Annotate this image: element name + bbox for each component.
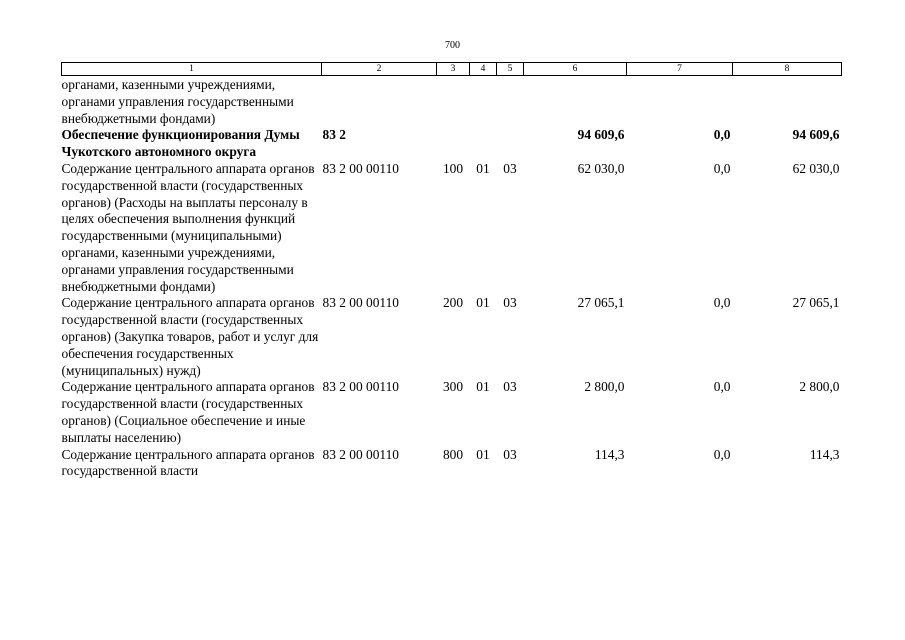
expense-type-cell: 300 (442, 379, 464, 395)
amount-cell-col6: 62 030,0 (577, 160, 625, 176)
amount-cell-col7: 0,0 (713, 379, 731, 395)
subsection-cell: 03 (503, 379, 517, 395)
amount-cell-col8: 2 800,0 (799, 379, 840, 395)
header-row (62, 63, 842, 76)
expense-type-cell (437, 127, 470, 161)
column-header-6: 6 (524, 63, 627, 76)
target-article-cell: 83 2 00 00110 (322, 160, 399, 176)
section-cell: 01 (476, 160, 490, 176)
amount-cell-col7: 0,0 (713, 295, 731, 311)
column-header-3: 3 (437, 63, 470, 76)
row-name-cell: Содержание центрального аппарата органов государственной власти (государственных органов) (Социальное обеспечение и иные выплаты населению) (61, 379, 315, 445)
column-header-1: 1 (62, 63, 322, 76)
row-name-cell: Содержание центрального аппарата органов государственной власти (61, 446, 315, 479)
target-article-cell: 83 2 (322, 127, 346, 143)
amount-cell-col7 (627, 76, 733, 128)
amount-cell-col8: 114,3 (809, 446, 840, 462)
row-name-cell: Обеспечение функционирования Думы Чукотского автономного округа (61, 127, 300, 160)
row-name-cell: органами, казенными учреждениями, органами управления государственными внебюджетными фондами) (61, 77, 294, 126)
section-cell (470, 127, 497, 161)
table-body (62, 76, 842, 481)
section-cell: 01 (476, 295, 490, 311)
table-row (62, 295, 842, 379)
expense-type-cell: 200 (442, 295, 464, 311)
subsection-cell (497, 76, 524, 128)
section-cell (470, 76, 497, 128)
target-article-cell: 83 2 00 00110 (322, 379, 399, 395)
expense-type-cell: 800 (442, 446, 464, 462)
table-row (62, 76, 842, 128)
section-cell: 01 (476, 446, 490, 462)
table-row (62, 161, 842, 295)
target-article-cell (322, 76, 437, 128)
amount-cell-col6: 94 609,6 (577, 127, 625, 143)
table-header (62, 63, 842, 76)
section-cell: 01 (476, 379, 490, 395)
row-name-cell: Содержание центрального аппарата органов государственной власти (государственных органов) (Расходы на выплаты персоналу в целях обеспечения выполнения функций государственными (муниципальными) органами, казенными учреждениями, органами управления государственными внебюджетными фондами) (61, 160, 315, 294)
subsection-cell: 03 (503, 295, 517, 311)
amount-cell-col6: 27 065,1 (577, 295, 625, 311)
amount-cell-col6: 114,3 (594, 446, 625, 462)
amount-cell-col7: 0,0 (713, 446, 731, 462)
column-header-4: 4 (470, 63, 497, 76)
row-name-cell: Содержание центрального аппарата органов государственной власти (государственных органов) (Закупка товаров, работ и услуг для обеспечения государственных (муниципальных) нужд) (61, 295, 319, 378)
amount-cell-col8: 94 609,6 (792, 127, 840, 143)
amount-cell-col8: 27 065,1 (792, 295, 840, 311)
subsection-cell: 03 (503, 446, 517, 462)
column-header-2: 2 (322, 63, 437, 76)
subsection-cell (497, 127, 524, 161)
target-article-cell: 83 2 00 00110 (322, 446, 399, 462)
amount-cell-col6: 2 800,0 (584, 379, 625, 395)
expense-type-cell: 100 (442, 160, 464, 176)
amount-cell-col7: 0,0 (713, 127, 731, 143)
amount-cell-col7: 0,0 (713, 160, 731, 176)
amount-cell-col8 (733, 76, 842, 128)
expense-type-cell (437, 76, 470, 128)
table-row (62, 127, 842, 161)
amount-cell-col8: 62 030,0 (792, 160, 840, 176)
amount-cell-col6 (524, 76, 627, 128)
subsection-cell: 03 (503, 160, 517, 176)
budget-table (61, 62, 842, 480)
table-row (62, 379, 842, 446)
page-number: 700 (445, 40, 460, 51)
column-header-7: 7 (627, 63, 733, 76)
table-row (62, 447, 842, 481)
column-header-8: 8 (733, 63, 842, 76)
target-article-cell: 83 2 00 00110 (322, 295, 399, 311)
column-header-5: 5 (497, 63, 524, 76)
